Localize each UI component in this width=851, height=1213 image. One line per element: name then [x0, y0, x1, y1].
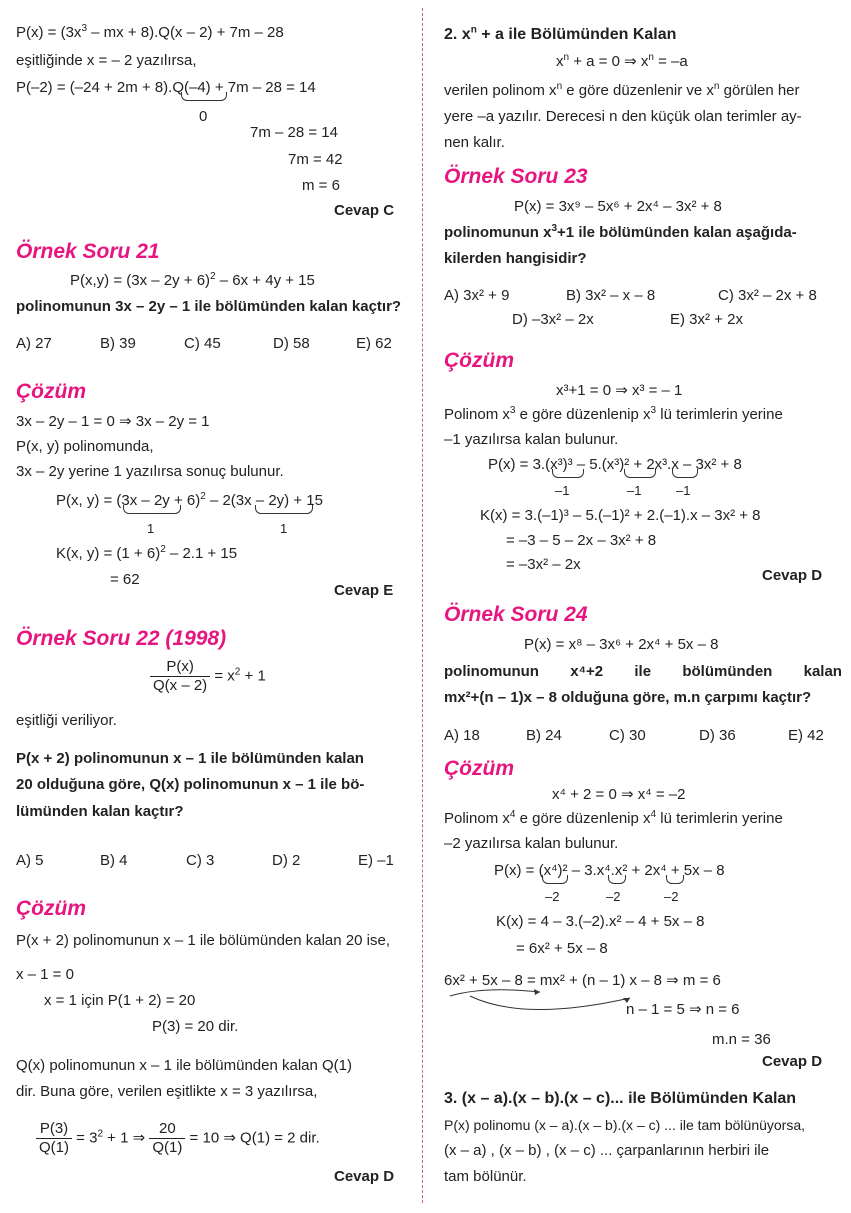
option-a: A) 5	[16, 852, 44, 869]
eq-line: 7m = 42	[288, 151, 343, 168]
solution-line: P(x + 2) polinomunun x – 1 ile bölümünden kalan 20 ise,	[16, 932, 390, 949]
solution-line: = 6x² + 5x – 8	[516, 940, 608, 957]
text-line: P(x) polinomu (x – a).(x – b).(x – c) ... ile tam bölünüyorsa,	[444, 1117, 806, 1133]
option-d: D) 2	[272, 852, 301, 869]
solution-line: P(x) = (x⁴)² – 3.x⁴.x² + 2x⁴ + 5x – 8	[494, 862, 725, 879]
solution-line: K(x) = 4 – 3.(–2).x² – 4 + 5x – 8	[496, 913, 705, 930]
option-b: B) 24	[526, 727, 562, 744]
solution-line: x⁴ + 2 = 0 ⇒ x⁴ = –2	[552, 786, 686, 803]
solution-line: Polinom $x^4$ e göre düzenlenip $x^4$ lü terimlerin yerine	[444, 809, 783, 827]
answer-label: Cevap C	[334, 202, 395, 219]
option-a: A) 18	[444, 727, 480, 744]
example-title: Örnek Soru 22 (1998)	[16, 627, 227, 650]
option-b: B) 39	[100, 335, 136, 352]
text-line: verilen polinom $x^n$ e göre düzenlenir ve $x^n$ görülen her	[444, 81, 800, 99]
underbrace	[542, 875, 568, 884]
text-line: eşitliği veriliyor.	[16, 712, 117, 729]
underbrace-label: –1	[555, 483, 570, 498]
solution-line: P(x) = 3.(x³)³ – 5.(x³)² + 2x³.x – 3x² + 8	[488, 456, 742, 473]
left-column	[0, 0, 420, 1213]
underbrace	[624, 469, 656, 478]
option-e: E) 3x² + 2x	[670, 311, 743, 328]
answer-label: Cevap E	[334, 582, 394, 599]
underbrace	[123, 505, 181, 514]
solution-title: Çözüm	[444, 349, 514, 372]
eq-line: 7m – 28 = 14	[250, 124, 338, 141]
solution-line: 6x² + 5x – 8 = mx² + (n – 1) x – 8 ⇒ m = 6	[444, 972, 721, 989]
text-line: yere –a yazılır. Derecesi n den küçük olan terimler ay-	[444, 108, 802, 125]
question-text: lümünden kalan kaçtır?	[16, 803, 184, 820]
solution-title: Çözüm	[16, 897, 86, 920]
underbrace-label: –2	[545, 889, 560, 904]
option-d: D) 36	[699, 727, 736, 744]
answer-label: Cevap D	[762, 1053, 823, 1070]
option-d: D) –3x² – 2x	[512, 311, 594, 328]
question-text: mx²+(n – 1)x – 8 olduğuna göre, m.n çarpımı kaçtır?	[444, 689, 812, 706]
underbrace-label: 1	[280, 521, 288, 536]
text-line: tam bölünür.	[444, 1168, 527, 1185]
option-c: C) 30	[609, 727, 646, 744]
underbrace	[672, 469, 698, 478]
solution-line: P(x, y) polinomunda,	[16, 438, 154, 455]
option-b: B) 3x² – x – 8	[566, 287, 656, 304]
eq-line: $P(x) = (3x^3$ – mx + 8).Q(x – 2) + 7m – 28	[16, 23, 284, 41]
equation: $x^n + a = 0$ ⇒ $x^n = -a$	[556, 52, 688, 70]
option-a: A) 3x² + 9	[444, 287, 510, 304]
option-c: C) 3	[186, 852, 215, 869]
solution-line: Polinom $x^3$ e göre düzenlenip $x^3$ lü terimlerin yerine	[444, 405, 783, 423]
solution-line: x³+1 = 0 ⇒ x³ = – 1	[556, 382, 683, 399]
underbrace	[552, 469, 584, 478]
option-b: B) 4	[100, 852, 128, 869]
solution-line: dir. Buna göre, verilen eşitlikte x = 3 yazılırsa,	[16, 1083, 318, 1100]
option-d: D) 58	[273, 335, 310, 352]
question-text: P(x + 2) polinomunun x – 1 ile bölümünden kalan	[16, 750, 364, 767]
example-title: Örnek Soru 23	[444, 165, 588, 188]
question-text: 20 olduğuna göre, Q(x) polinomunun x – 1 ile bö-	[16, 776, 365, 793]
underbrace-label: –1	[676, 483, 691, 498]
option-c: C) 3x² – 2x + 8	[718, 287, 817, 304]
solution-line: P(x, $y) = (3x - 2y + 6)^2 - 2(3x - 2y) + 15$	[56, 491, 323, 509]
question-equation: P(x) = 3x⁹ – 5x⁶ + 2x⁴ – 3x² + 8	[514, 198, 722, 215]
solution-line: 3x – 2y yerine 1 yazılırsa sonuç bulunur.	[16, 463, 284, 480]
right-column	[428, 0, 851, 1213]
underbrace-label: –1	[627, 483, 642, 498]
underbrace	[608, 875, 626, 884]
matching-arrows	[444, 988, 644, 1022]
underbrace-label: 0	[199, 108, 208, 125]
solution-line: = 62	[110, 571, 140, 588]
underbrace-label: –2	[664, 889, 679, 904]
option-c: C) 45	[184, 335, 221, 352]
underbrace	[666, 875, 684, 884]
solution-line: P(3) = 20 dir.	[152, 1018, 239, 1035]
solution-title: Çözüm	[444, 757, 514, 780]
text-line: nen kalır.	[444, 134, 505, 151]
example-title: Örnek Soru 24	[444, 603, 588, 626]
question-text: polinomunun 3x – 2y – 1 ile bölümünden kalan kaçtır?	[16, 298, 402, 315]
text-line: eşitliğinde x = – 2 yazılırsa,	[16, 52, 197, 69]
example-title: Örnek Soru 21	[16, 240, 160, 263]
answer-label: Cevap D	[334, 1168, 395, 1185]
option-e: E) 42	[788, 727, 824, 744]
question-equation: $\frac{P(x)}{Q(x - 2)}$ = $x^2 + 1$	[150, 658, 266, 695]
section-heading: 3. (x – a).(x – b).(x – c)... ile Bölümünden Kalan	[444, 1090, 797, 1107]
answer-label: Cevap D	[762, 567, 823, 584]
option-a: A) 27	[16, 335, 52, 352]
solution-line: x – 1 = 0	[16, 966, 74, 983]
solution-line: x = 1 için P(1 + 2) = 20	[44, 992, 196, 1009]
underbrace	[255, 505, 313, 514]
solution-line: n – 1 = 5 ⇒ n = 6	[626, 1001, 740, 1018]
eq-line: P(–2) = (–24 + 2m + 8).Q(–4) + 7m – 28 = 14	[16, 79, 316, 96]
column-divider	[422, 8, 423, 1203]
solution-line: –1 yazılırsa kalan bulunur.	[444, 431, 619, 448]
solution-line: = –3 – 5 – 2x – 3x² + 8	[506, 532, 657, 549]
underbrace	[181, 92, 227, 101]
eq-line: m = 6	[302, 177, 340, 194]
question-text: kilerden hangisidir?	[444, 250, 587, 267]
solution-line: = –3x² – 2x	[506, 556, 581, 573]
question-equation: $P(x,y) = (3x - 2y + 6)^2 - 6x + 4y + 15$	[70, 271, 315, 289]
solution-line: m.n = 36	[712, 1031, 771, 1048]
solution-line: K(x, $y) = (1 + 6)^2 - 2.1 + 15$	[56, 544, 238, 562]
underbrace-label: 1	[147, 521, 155, 536]
underbrace-label: –2	[606, 889, 621, 904]
section-heading: 2. $x^n + a$ ile Bölümünden Kalan	[444, 24, 677, 43]
question-text: polinomunun x⁴+2 ile bölümünden kalan	[444, 663, 842, 680]
question-equation: P(x) = x⁸ – 3x⁶ + 2x⁴ + 5x – 8	[524, 636, 719, 653]
text-line: (x – a) , (x – b) , (x – c) ... çarpanlarının herbiri ile	[444, 1142, 770, 1159]
option-e: E) 62	[356, 335, 392, 352]
solution-line: –2 yazılırsa kalan bulunur.	[444, 835, 619, 852]
solution-line: 3x – 2y – 1 = 0 ⇒ 3x – 2y = 1	[16, 413, 210, 430]
solution-line: K(x) = 3.(–1)³ – 5.(–1)² + 2.(–1).x – 3x² + 8	[480, 507, 761, 524]
option-e: E) –1	[358, 852, 394, 869]
question-text: polinomunun $x^3+1$ ile bölümünden kalan aşağıda-	[444, 223, 797, 241]
solution-equation: $\frac{P(3)}{Q(1)}$ = $3^2 + 1$ ⇒ $\frac{20}{Q(1)}$ = 10 ⇒ Q(1) = 2 dir.	[36, 1120, 320, 1157]
solution-line: Q(x) polinomunun x – 1 ile bölümünden kalan Q(1)	[16, 1057, 353, 1074]
solution-title: Çözüm	[16, 380, 86, 403]
